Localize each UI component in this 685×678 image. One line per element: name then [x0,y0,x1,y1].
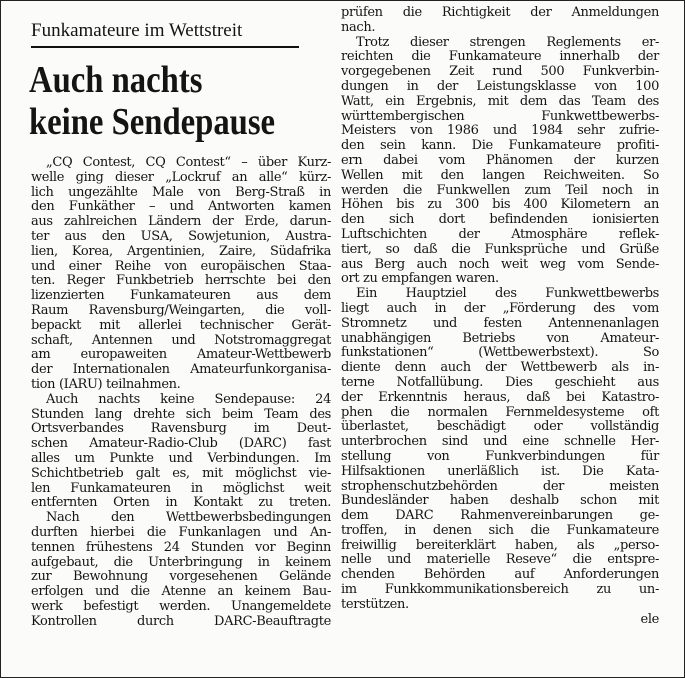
text-line: Ein Hauptziel des Funkwettbewerbs [356,286,659,302]
article-kicker: Funkamateure im Wettstreit [31,19,299,48]
text-line: stellung von Funkverbindungen für [341,448,659,464]
text-line: reichten die Funkamateure innerhalb der [341,49,659,65]
text-line: Schichtbetrieb galt es, mit möglichst vie- [31,465,331,481]
text-line: lich ungezählte Male von Berg-Straß in [31,184,331,200]
text-line: schen Amateur-Radio-Club (DARC) fast [31,436,331,452]
text-line: aufgebaut, die Unterbringung in keinem [31,554,331,570]
text-line: werden die Funkwellen zum Teil noch in [341,182,659,198]
text-line: tiert, so daß die Funksprüche und Grüße [341,241,659,257]
text-line: schaft, Antennen und Notstromaggregat [31,332,331,348]
text-line: Meisters von 1986 und 1984 sehr zufrie- [341,123,659,139]
text-line: tennen frühestens 24 Stunden vor Beginn [31,539,331,555]
text-line: liegt auch in der „Förderung des vom [341,300,659,316]
text-line: ort zu empfangen waren. [341,271,499,287]
headline-line: keine Sendepause [29,101,276,143]
text-line: im Funkkommunikationsbereich zu un- [341,582,659,598]
text-line: troffen, in denen sich die Funkamateure [341,522,659,538]
text-line: überlastet, beschädigt oder vollständig [341,419,659,435]
text-line: nach. [341,19,376,35]
text-line: „CQ Contest, CQ Contest“ – über Kurz- [46,155,331,170]
text-line: Nach den Wettbewerbsbedingungen [46,510,331,526]
text-line: Luftschichten der Atmosphäre reflek- [341,226,659,242]
text-line: strophenschutzbehörden der meisten [341,478,659,494]
text-line: diente denn auch der Wettbewerb als in- [341,360,659,376]
text-line: phen die normalen Fernmeldesysteme oft [341,404,659,420]
text-line: den Funkäther – und Antworten kamen [31,199,331,215]
text-line: durften hierbei die Funkanlagen und An- [31,524,331,540]
text-line: tion (IARU) teilnahmen. [31,376,181,392]
text-line: Höhen bis zu 300 bis 400 Kilometern an [341,197,659,213]
text-line: prüfen die Richtigkeit der Anmeldungen [341,5,659,20]
text-line: am europaweiten Amateur-Wettbewerb [31,347,331,363]
text-line: unterbrochen sind und eine schnelle Her- [341,434,659,450]
text-line: Watt, ein Ergebnis, mit dem das Team des [341,93,659,109]
text-line: ter aus den USA, Sowjetunion, Austra- [31,228,331,244]
text-line: entfernten Orten in Kontakt zu treten. [31,495,331,511]
article-headline [29,59,287,143]
text-line: welle ging dieser „Lockruf an alle“ kürz- [31,169,331,185]
text-line: Wellen mit den langen Reichweiten. So [341,167,659,183]
right-text-column [341,6,659,627]
text-line: ern dabei vom Phänomen der kurzen [341,152,659,168]
text-line: Stromnetz und festen Antennenanlagen [341,315,659,331]
text-line: nelle und materielle Reseve“ die entspre- [341,552,659,568]
text-line: württembergischen Funkwettbewerbs- [341,108,659,124]
text-line: und einer Reihe von europäischen Staa- [31,258,331,274]
text-line: terstützen. [341,596,409,612]
text-line: aus Berg auch noch weit weg vom Sende- [341,256,659,272]
text-line: Hilfsaktionen unerläßlich ist. Die Kata- [341,463,659,479]
text-line: erfolgen und die Atenne an keinem Bau- [31,584,331,600]
text-line: dungen in der Leistungsklasse von 100 [341,78,659,94]
text-line: den sein kann. Die Funkamateure profiti- [341,138,659,154]
text-line: Auch nachts keine Sendepause: 24 [46,391,331,407]
text-line: vorgegebenen Zeit rund 500 Funkverbin- [341,64,659,80]
text-line: bepackt mit allerlei technischer Gerät- [31,317,331,333]
text-line: alles um Punkte und Verbindungen. Im [31,450,331,466]
text-line: dem DARC Rahmenvereinbarungen ge- [341,508,659,524]
text-line: Stunden lang drehte sich beim Team des [31,406,331,422]
text-line: unabhängigen Betriebs von Amateur- [341,330,659,346]
text-line: Raum Ravensburg/Weingarten, die voll- [31,302,331,318]
text-line: freiwillig bereiterklärt haben, als „perso- [341,537,659,553]
left-text-column [31,156,331,630]
text-line: ten. Reger Funkbetrieb herrschte bei den [31,273,331,289]
text-line: Trotz dieser strengen Reglements er- [356,34,659,50]
text-line: lien, Korea, Argentinien, Zaire, Südafrika [31,243,331,259]
text-line: der Internationalen Amateurfunkorganisa- [31,362,331,378]
text-line: lizenzierten Funkamateuren aus dem [31,288,331,304]
headline-line: Auch nachts [29,59,203,101]
text-line: Bundesländer haben deshalb schon mit [341,493,659,509]
text-line: der Erkenntnis heraus, daß bei Katastro- [341,389,659,405]
text-line: aus zahlreichen Ländern der Erde, darun- [31,214,331,230]
text-line: werk befestigt werden. Unangemeldete [31,598,331,614]
text-line: Kontrollen durch DARC-Beauftragte [31,613,331,629]
text-line: chenden Behörden auf Anforderungen [341,567,659,583]
text-line: funkstationen“ (Wettbewerbstext). So [341,345,659,361]
text-line: ele [640,611,659,627]
text-line: den sich dort befindenden ionisierten [341,212,659,228]
text-line: Ortsverbandes Ravensburg im Deut- [31,421,331,437]
text-line: terne Notfallübung. Dies geschieht aus [341,374,659,390]
text-line: len Funkamateuren in möglichst weit [31,480,331,496]
text-line: zur Bewohnung vorgesehenen Gelände [31,569,331,585]
